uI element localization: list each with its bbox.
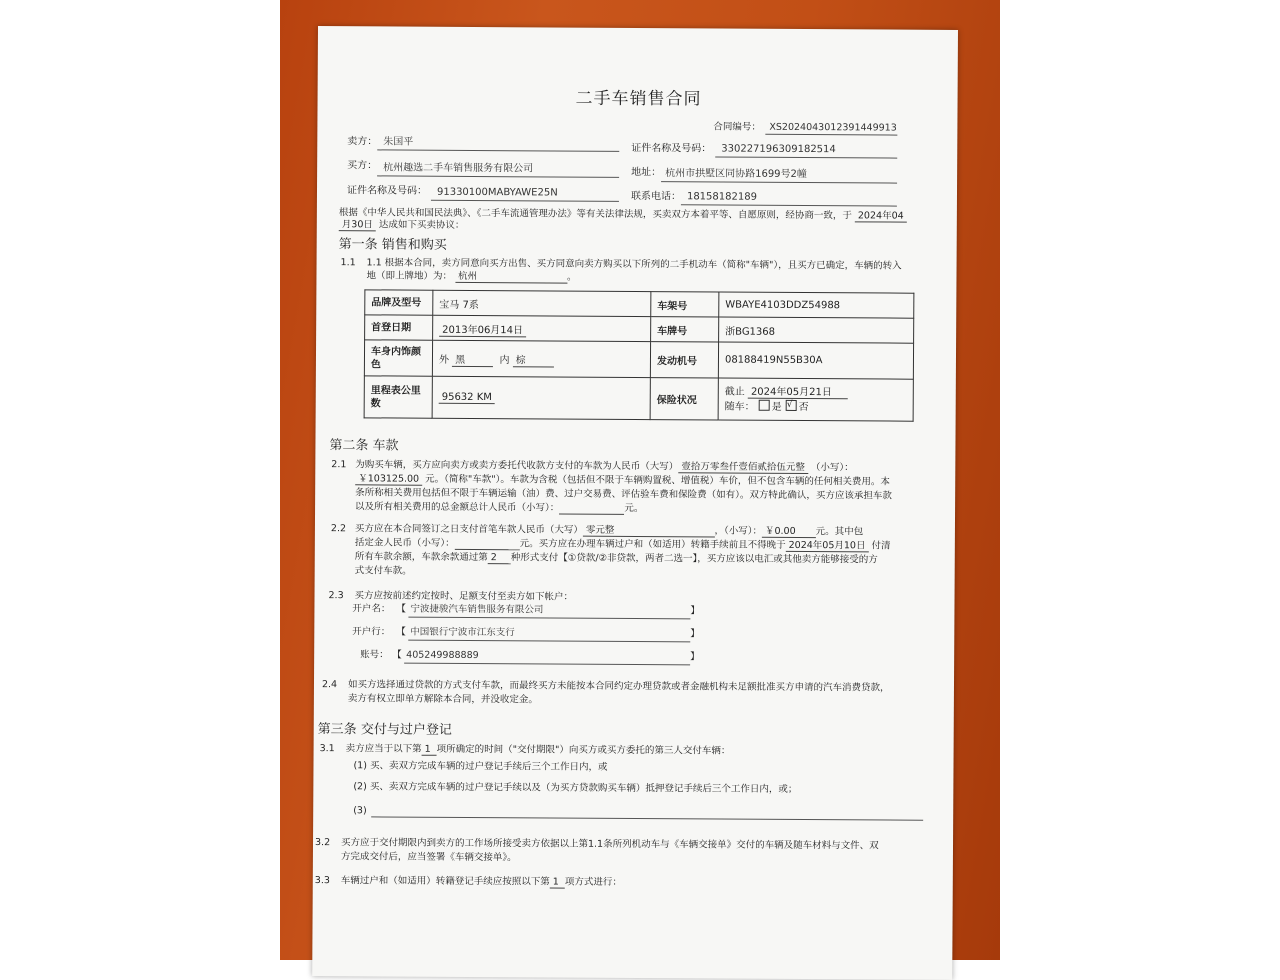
mileage-label: 里程表公里数 [364, 376, 432, 418]
price-amount: ￥103125.00 [355, 473, 422, 485]
clause-3-1-line1: 卖方应当于以下第 1 项所确定的时间（"交付期限"）向买方或买方委托的第三人交付车辆： [345, 743, 731, 757]
buyer-address-label: 地址： [631, 166, 662, 179]
color-label: 车身内饰颜色 [364, 340, 432, 376]
preamble-line1: 根据《中华人民共和国民法典》、《二手车流通管理办法》等有关法律法规，买卖双方本着平等、自愿原则，经协商一致，于 2024年04 [339, 206, 907, 222]
engine-label: 发动机号 [650, 342, 718, 378]
article-1-heading: 第一条 销售和购买 [338, 237, 447, 253]
insurance-cell: 截止 2024年05月21日 随车： 是√ 否 [718, 378, 913, 421]
buyer-id: 91330100MABYAWE25N [436, 186, 558, 199]
clause-2-2-line1: 买方应在本合同签订之日支付首笔车款人民币（大写） 零元整 ，（小写）： ￥0.00 元。其中包 [354, 523, 864, 538]
account-number-open-bracket: 【 [392, 649, 402, 661]
brand-label: 品牌及型号 [365, 290, 433, 315]
color-cell: 外 黑 内 棕 [432, 340, 650, 377]
buyer-id-underline [431, 200, 619, 202]
clause-2-4-line2: 卖方有权立即单方解除本合同，并没收定金。 [347, 693, 538, 706]
seller-label: 卖方： [347, 136, 378, 148]
clause-2-2-line2: 括定金人民币（小写）： 元。买方应在办理车辆过户和（如适用）转籍手续前且不得晚于 2024年05月10日 付清 [354, 537, 891, 552]
price-in-words: 壹拾万零叁仟壹佰贰拾伍元整 [678, 461, 808, 474]
clause-3-3-number: 3.3 [314, 875, 330, 887]
clause-3-1-option3: (3) [353, 805, 367, 817]
phone-underline [681, 204, 897, 206]
preamble-line2: 月30日 达成如下买卖协议： [339, 218, 465, 232]
first-payment-amount: ￥0.00 [762, 526, 816, 538]
clause-1-1-line2: 地（即上牌地）为： 杭州 。 [366, 270, 577, 283]
clause-2-3-line1: 买方应按前述约定按时、足额支付至卖方如下帐户： [354, 590, 574, 603]
clause-3-1-option3-underline [371, 816, 923, 820]
account-name-open-bracket: 【 [396, 603, 406, 615]
clause-1-1-number: 1.1 [340, 257, 356, 269]
account-number: 405249988889 [406, 649, 479, 662]
reg-date-cell [433, 315, 651, 341]
bank-name: 中国银行宁波市江东支行 [410, 626, 515, 639]
clause-2-2-number: 2.2 [330, 523, 347, 535]
plate-label: 车牌号 [651, 317, 719, 342]
insurance-yes-checkbox [759, 399, 770, 410]
buyer-underline [377, 175, 619, 177]
account-name-close-bracket: 】 [690, 605, 700, 617]
clause-2-4-number: 2.4 [321, 679, 338, 691]
balance-deadline: 2024年05月10日 [786, 540, 869, 553]
clause-1-1-line1: 1.1 根据本合同，卖方同意向买方出售、买方同意向卖方购买以下所列的二手机动车（简称"车辆"），且买方已确定，车辆的转入 [366, 257, 902, 272]
bank-label: 开户行： [352, 626, 391, 638]
vehicle-table [364, 289, 915, 421]
bank-open-bracket: 【 [396, 626, 406, 638]
clause-3-1-number: 3.1 [319, 743, 335, 755]
account-number-label: 账号： [360, 649, 389, 661]
clause-3-3-line1: 车辆过户和（如适用）转籍登记手续应按照以下第 1 项方式进行： [340, 875, 622, 888]
clause-3-2-line2: 方完成交付后，应当签署《车辆交接单》。 [340, 851, 517, 864]
clause-2-1-line2: ￥103125.00 元。（简称"车款"）。车款为含税（包括但不限于车辆购置税、增值税）车价，但不包含车辆的任何相关费用。本 [355, 472, 890, 488]
insurance-no-checkbox [786, 399, 797, 410]
clause-3-2-number: 3.2 [314, 837, 331, 849]
clause-2-1-line1: 为购买车辆，买方应向卖方或卖方委托代收款方支付的车款为人民币（大写） 壹拾万零叁仟壹佰贰拾伍元整 （小写）： [355, 459, 854, 474]
engine-value: 08188419N55B30A [718, 342, 913, 379]
article-3-heading: 第三条 交付与过户登记 [317, 722, 452, 738]
account-name: 宁波捷骏汽车销售服务有限公司 [410, 603, 544, 616]
payment-method: 2 [488, 552, 511, 564]
insurance-until: 2024年05月21日 [748, 386, 848, 399]
clause-2-2-line3: 所有车款余额，车款余款通过第 2 种形式支付【①贷款/②非贷款，两者二选一】，买方应该以电汇或其他卖方能够接受的方 [354, 551, 878, 566]
seller-id: 330227196309182514 [721, 143, 836, 156]
insurance-label: 保险状况 [650, 378, 718, 420]
buyer-label: 买方： [347, 160, 378, 172]
clause-2-1-number: 2.1 [331, 459, 347, 471]
account-name-underline [408, 617, 690, 620]
clause-2-1-line4: 以及所有相关费用的总金额总计人民币（小写）： 元。 [355, 501, 644, 515]
clause-2-4-line1: 如买方选择通过贷款的方式支付车款，而最终买方未能按本合同约定办理贷款或者金融机构未足额批准买方申请的汽车消费贷款， [347, 679, 890, 694]
contract-number-label: 合同编号： [713, 121, 761, 133]
mileage-cell [432, 376, 650, 419]
phone: 18158182189 [686, 191, 758, 203]
account-name-label: 开户名： [352, 603, 391, 615]
mileage-value: 95632 KM [439, 392, 495, 404]
bank-close-bracket: 】 [690, 628, 700, 640]
contract-number: XS2024043012391449913 [769, 121, 897, 134]
seller-name: 朱国平 [383, 136, 414, 148]
account-number-underline [404, 663, 690, 666]
plate-value: 浙BG1368 [719, 317, 914, 343]
account-number-close-bracket: 】 [690, 651, 700, 663]
clause-2-2-line4: 式支付车款。 [354, 565, 412, 577]
contract-number-underline [765, 134, 897, 136]
clause-3-1-option1: (1) 买、卖双方完成车辆的过户登记手续后三个工作日内，或 [353, 760, 608, 773]
clause-3-2-line1: 买方应于交付期限内到卖方的工作场所接受卖方依据以上第1.1条所列机动车与《车辆交接单》交付的车辆及随车材料与文件、双 [340, 837, 879, 852]
reg-date-value: 2013年06月14日 [439, 324, 526, 337]
clause-3-1-option2: (2) 买、卖双方完成车辆的过户登记手续以及（为买方贷款购买车辆）抵押登记手续后三个工作日内，或； [353, 781, 798, 795]
seller-id-label: 证件名称及号码： [631, 142, 712, 155]
vin-label: 车架号 [651, 292, 719, 317]
article-2-heading: 第二条 车款 [329, 438, 399, 454]
exterior-color: 黑 [452, 355, 493, 367]
buyer-id-label: 证件名称及号码： [346, 185, 428, 197]
contract-page [312, 26, 958, 980]
vin-value: WBAYE4103DDZ54988 [719, 292, 914, 318]
transfer-option: 1 [550, 876, 565, 888]
brand-value: 宝马 7系 [433, 290, 651, 316]
clause-2-3-number: 2.3 [328, 590, 344, 602]
buyer-name: 杭州趣选二手车销售服务有限公司 [383, 162, 534, 175]
bank-underline [408, 640, 690, 643]
buyer-address: 杭州市拱墅区同协路1699号2幢 [665, 168, 807, 181]
delivery-option: 1 [422, 744, 437, 756]
phone-label: 联系电话： [630, 190, 682, 203]
interior-color: 棕 [513, 355, 554, 367]
document-title: 二手车销售合同 [575, 88, 702, 110]
reg-date-label: 首登日期 [365, 315, 433, 340]
clause-2-1-line3: 条所称相关费用包括但不限于车辆运输（油）费、过户交易费、评估验车费和保险费（如有）。双方特此确认，买方应该承担车款 [355, 487, 892, 502]
seller-id-underline [715, 156, 897, 158]
seller-underline [377, 149, 619, 151]
first-payment-words: 零元整 [583, 525, 715, 538]
buyer-address-underline [661, 181, 897, 183]
